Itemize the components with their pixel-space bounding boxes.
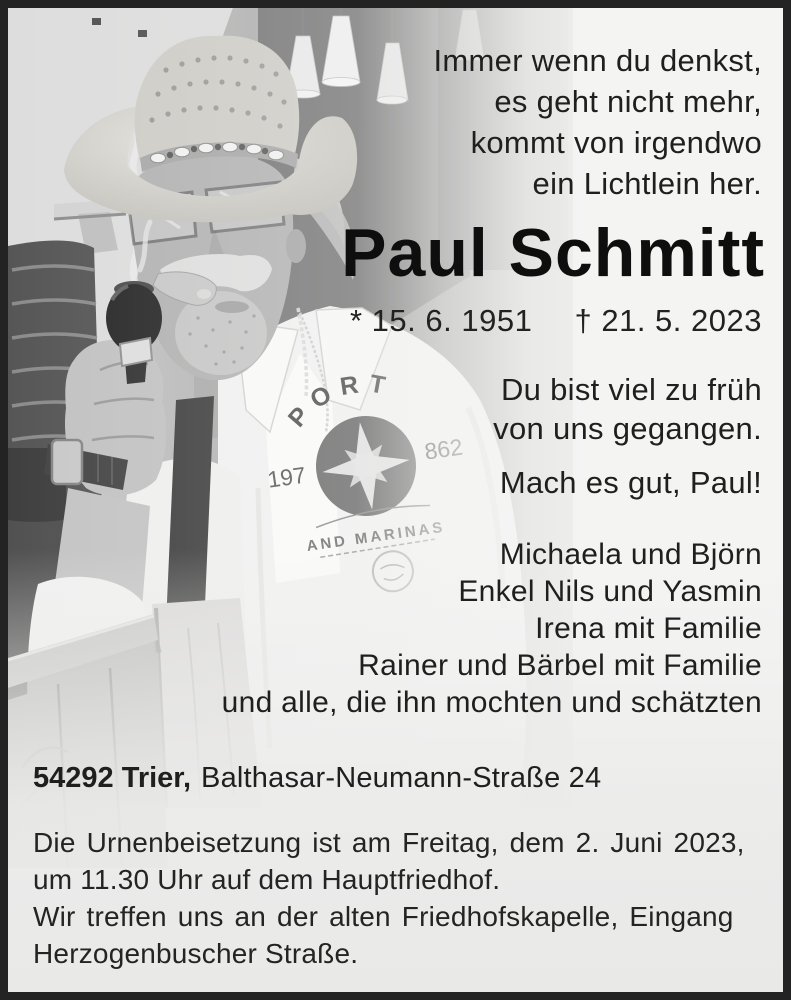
address-city: 54292 Trier, (33, 762, 192, 794)
poem-line: es geht nicht mehr, (494, 84, 762, 119)
birth-date: * 15. 6. 1951 (350, 303, 533, 338)
funeral-line: Herzogenbuscher Straße. (33, 938, 359, 969)
death-date: † 21. 5. 2023 (574, 303, 762, 338)
funeral-line: Die Urnenbeisetzung ist am Freitag, dem 2. Juni 2023, (33, 827, 745, 858)
farewell-line: Mach es gut, Paul! (499, 465, 762, 500)
funeral-line: um 11.30 Uhr auf dem Hauptfriedhof. (33, 864, 501, 895)
deceased-name: Paul Schmitt (341, 215, 765, 291)
memorial-card (8, 8, 783, 992)
farewell-text (493, 370, 762, 502)
funeral-line: Wir treffen uns an der alten Friedhofskapelle, Eingang (33, 901, 734, 932)
farewell-line: von uns gegangen. (493, 411, 762, 446)
poem-line: ein Lichtlein her. (532, 166, 762, 201)
address-street: Balthasar-Neumann-Straße 24 (201, 762, 602, 794)
mourners-list (222, 536, 762, 721)
life-dates (350, 303, 762, 339)
poem-line: Immer wenn du denkst, (433, 43, 762, 78)
mourner-line: Michaela und Björn (499, 538, 762, 571)
address-line (33, 762, 601, 795)
mourner-line: und alle, die ihn mochten und schätzten (221, 686, 762, 719)
funeral-info (33, 824, 759, 972)
mourner-line: Enkel Nils und Yasmin (458, 575, 762, 608)
mourner-line: Irena mit Familie (535, 612, 762, 645)
farewell-line: Du bist viel zu früh (501, 372, 762, 407)
mourner-line: Rainer und Bärbel mit Familie (358, 649, 762, 682)
poem (434, 40, 763, 204)
poem-line: kommt von irgendwo (470, 125, 762, 160)
